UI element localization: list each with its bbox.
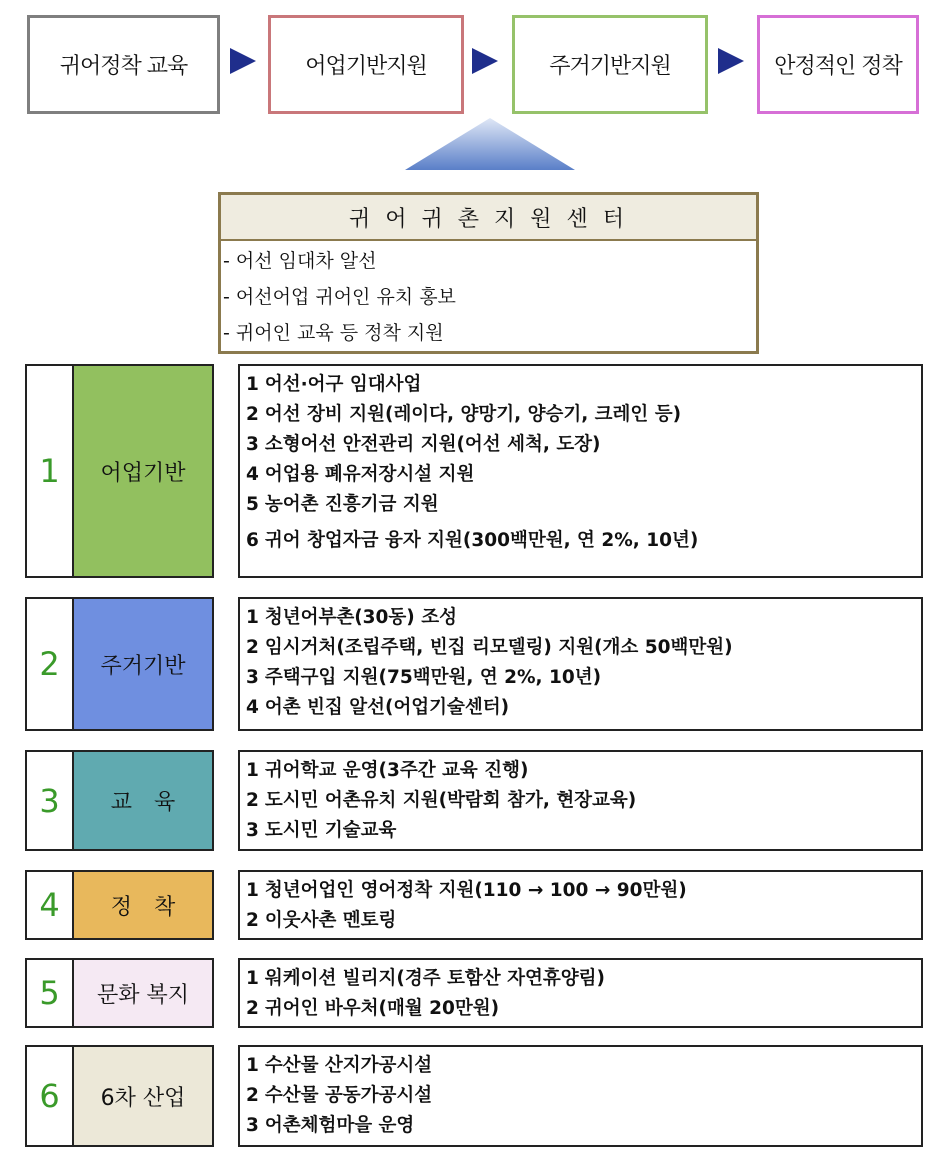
flow-step-fishing-support: 어업기반지원: [268, 15, 464, 114]
category-item-number: 2: [246, 998, 259, 1019]
category-item: [246, 906, 921, 936]
category-item-text: 귀어 창업자금 융자 지원(300백만원, 연 2%, 10년): [264, 530, 699, 551]
category-label: 정 착: [74, 872, 212, 938]
category-item: [246, 1081, 921, 1111]
category-item-text: 수산물 산지가공시설: [264, 1055, 433, 1076]
category-item-number: 1: [246, 374, 259, 395]
category-item-number: 1: [246, 968, 259, 989]
up-arrow-icon: [405, 118, 575, 170]
category-item-text: 임시거처(조립주택, 빈집 리모델링) 지원(개소 50백만원): [264, 637, 733, 658]
category-label: 교 육: [74, 752, 212, 849]
category-item-number: 1: [246, 760, 259, 781]
category-item-number: 1: [246, 607, 259, 628]
support-center-box: [218, 192, 759, 354]
category-items-box: [238, 870, 923, 940]
category-item-number: 1: [246, 1055, 259, 1076]
category-box: [25, 597, 214, 731]
category-items-box: [238, 1045, 923, 1147]
category-item-text: 도시민 어촌유치 지원(박람회 참가, 현장교육): [264, 790, 637, 811]
category-item-number: 2: [246, 1085, 259, 1106]
category-item-number: 4: [246, 464, 259, 485]
category-item-number: 3: [246, 820, 259, 841]
category-item-number: 6: [246, 530, 259, 551]
category-item-text: 귀어학교 운영(3주간 교육 진행): [264, 760, 529, 781]
category-item: [246, 693, 921, 723]
category-item-number: 5: [246, 494, 259, 515]
support-center-line: - 어선어업 귀어인 유치 홍보: [223, 285, 456, 308]
category-item-text: 주택구입 지원(75백만원, 연 2%, 10년): [264, 667, 602, 688]
category-label: 문화 복지: [74, 960, 212, 1026]
support-center-title: 귀 어 귀 촌 지 원 센 터: [221, 195, 756, 241]
category-item-text: 어촌체험마을 운영: [264, 1115, 415, 1136]
category-item-text: 워케이션 빌리지(경주 토함산 자연휴양림): [264, 968, 605, 989]
category-items-box: [238, 597, 923, 731]
category-item: [246, 786, 921, 816]
category-item: [246, 370, 921, 400]
flow-arrow-2: [472, 48, 498, 74]
category-items-box: [238, 958, 923, 1028]
category-item-text: 도시민 기술교육: [264, 820, 397, 841]
category-item-text: 이웃사촌 멘토링: [264, 910, 397, 931]
category-item: [246, 816, 921, 846]
category-item: [246, 490, 921, 520]
category-item-text: 어업용 폐유저장시설 지원: [264, 464, 475, 485]
category-item-text: 어선·어구 임대사업: [264, 374, 422, 395]
category-item: [246, 1051, 921, 1081]
category-item: [246, 526, 921, 556]
category-item: [246, 756, 921, 786]
category-item-text: 소형어선 안전관리 지원(어선 세척, 도장): [264, 434, 601, 455]
category-number: 2: [27, 599, 74, 729]
category-item: [246, 400, 921, 430]
category-item-number: 4: [246, 697, 259, 718]
category-label: 주거기반: [74, 599, 212, 729]
category-number: 5: [27, 960, 74, 1026]
category-item-text: 귀어인 바우처(매월 20만원): [264, 998, 500, 1019]
category-label: 어업기반: [74, 366, 212, 576]
category-number: 3: [27, 752, 74, 849]
category-box: [25, 364, 214, 578]
support-center-line: - 귀어인 교육 등 정착 지원: [223, 321, 444, 344]
category-item-text: 어촌 빈집 알선(어업기술센터): [264, 697, 510, 718]
category-item: [246, 430, 921, 460]
category-item-number: 2: [246, 404, 259, 425]
category-item-text: 수산물 공동가공시설: [264, 1085, 433, 1106]
category-number: 6: [27, 1047, 74, 1145]
category-item-number: 2: [246, 637, 259, 658]
category-item: [246, 876, 921, 906]
category-item: [246, 1111, 921, 1141]
flow-step-settlement: 안정적인 정착: [757, 15, 919, 114]
flow-arrow-1: [230, 48, 256, 74]
category-item: [246, 964, 921, 994]
category-item-text: 청년어부촌(30동) 조성: [264, 607, 457, 628]
category-item: [246, 460, 921, 490]
category-item: [246, 994, 921, 1024]
flow-arrow-3: [718, 48, 744, 74]
category-item-number: 3: [246, 434, 259, 455]
category-items-box: [238, 364, 923, 578]
category-items-box: [238, 750, 923, 851]
category-box: [25, 870, 214, 940]
category-box: [25, 958, 214, 1028]
category-item: [246, 633, 921, 663]
category-item-number: 2: [246, 910, 259, 931]
category-item-number: 3: [246, 667, 259, 688]
category-item: [246, 663, 921, 693]
category-label: 6차 산업: [74, 1047, 212, 1145]
support-center-line: - 어선 임대차 알선: [223, 249, 377, 272]
flow-step-housing-support: 주거기반지원: [512, 15, 708, 114]
category-item-text: 농어촌 진흥기금 지원: [264, 494, 439, 515]
category-item-number: 3: [246, 1115, 259, 1136]
category-item-text: 어선 장비 지원(레이다, 양망기, 양승기, 크레인 등): [264, 404, 682, 425]
category-box: [25, 1045, 214, 1147]
flow-step-education: 귀어정착 교육: [27, 15, 220, 114]
category-item: [246, 603, 921, 633]
category-number: 1: [27, 366, 74, 576]
category-item-number: 1: [246, 880, 259, 901]
category-item-number: 2: [246, 790, 259, 811]
category-number: 4: [27, 872, 74, 938]
category-box: [25, 750, 214, 851]
category-item-text: 청년어업인 영어정착 지원(110 → 100 → 90만원): [264, 880, 687, 901]
